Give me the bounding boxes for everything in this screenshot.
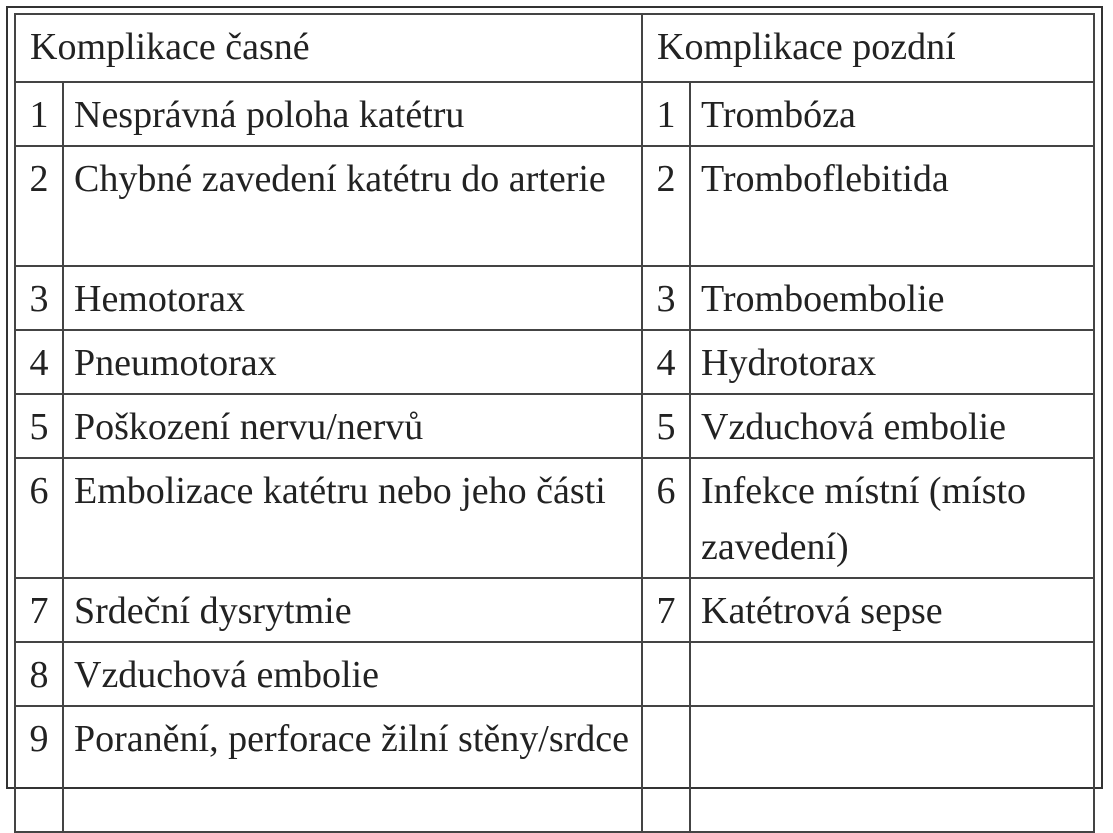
late-complication: Tromboflebitida	[690, 146, 1094, 266]
table-row	[15, 146, 1094, 266]
early-complication: Embolizace katétru nebo jeho části	[63, 458, 642, 578]
late-number: 1	[642, 82, 690, 146]
early-complication: Nesprávná poloha katétru	[63, 82, 642, 146]
table-row	[15, 266, 1094, 330]
late-number: 4	[642, 330, 690, 394]
early-number: 3	[15, 266, 63, 330]
early-number: 4	[15, 330, 63, 394]
late-complication: Infekce místní (místo zavedení)	[690, 458, 1094, 578]
table-header-row	[15, 14, 1094, 82]
late-complication: Trombóza	[690, 82, 1094, 146]
late-number: 6	[642, 458, 690, 578]
early-complication: Poranění, perforace žilní stěny/srdce	[63, 706, 642, 832]
late-number: 3	[642, 266, 690, 330]
early-number: 6	[15, 458, 63, 578]
early-number: 9	[15, 706, 63, 832]
late-number: 2	[642, 146, 690, 266]
table-row	[15, 330, 1094, 394]
table-row	[15, 394, 1094, 458]
early-number: 5	[15, 394, 63, 458]
table-row	[15, 642, 1094, 706]
early-number: 1	[15, 82, 63, 146]
table-row	[15, 82, 1094, 146]
early-number: 2	[15, 146, 63, 266]
header-late: Komplikace pozdní	[642, 14, 1094, 82]
complications-table	[14, 13, 1095, 833]
table-row	[15, 706, 1094, 832]
late-number: 5	[642, 394, 690, 458]
late-number	[642, 642, 690, 706]
table-row	[15, 578, 1094, 642]
early-complication: Pneumotorax	[63, 330, 642, 394]
late-complication: Katétrová sepse	[690, 578, 1094, 642]
late-complication: Tromboembolie	[690, 266, 1094, 330]
late-number	[642, 706, 690, 832]
early-number: 8	[15, 642, 63, 706]
early-complication: Poškození nervu/nervů	[63, 394, 642, 458]
table-row	[15, 458, 1094, 578]
late-complication	[690, 642, 1094, 706]
early-complication: Chybné zavedení katétru do arterie	[63, 146, 642, 266]
early-complication: Vzduchová embolie	[63, 642, 642, 706]
header-early: Komplikace časné	[15, 14, 642, 82]
early-complication: Hemotorax	[63, 266, 642, 330]
late-number: 7	[642, 578, 690, 642]
late-complication	[690, 706, 1094, 832]
late-complication: Vzduchová embolie	[690, 394, 1094, 458]
late-complication: Hydrotorax	[690, 330, 1094, 394]
early-number: 7	[15, 578, 63, 642]
early-complication: Srdeční dysrytmie	[63, 578, 642, 642]
